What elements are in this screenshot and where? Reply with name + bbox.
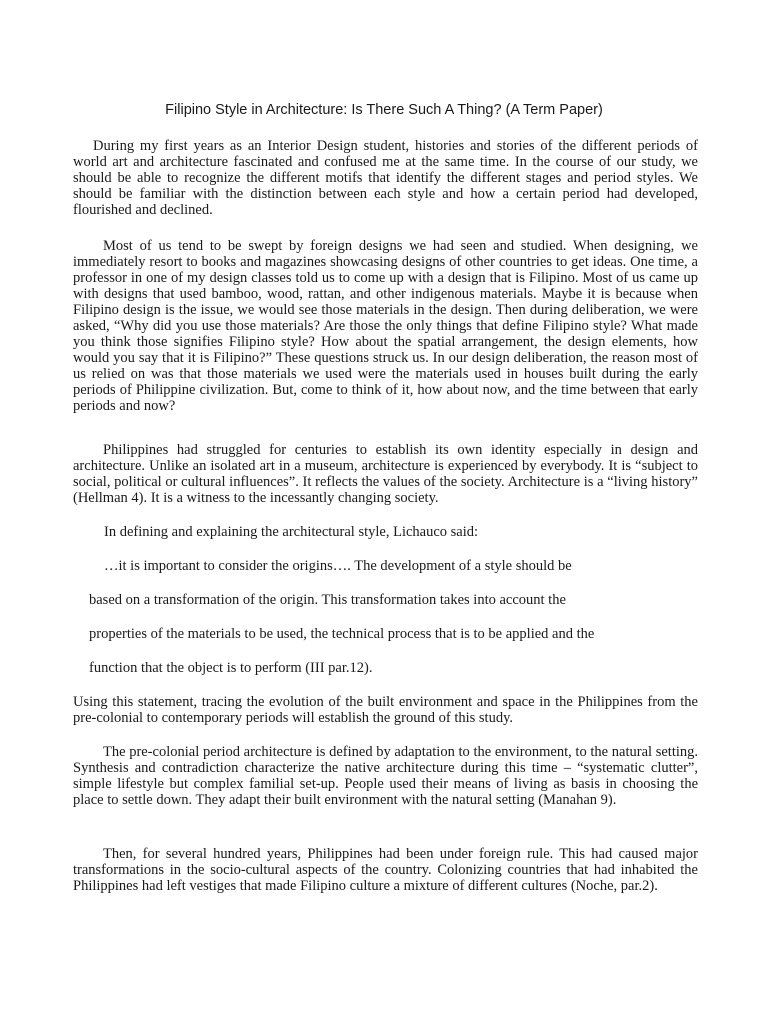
quote-line-1: …it is important to consider the origins…. The development of a style should be [104,558,572,574]
quote-intro: In defining and explaining the architectural style, Lichauco said: [104,524,479,540]
quote-line-4: function that the object is to perform (III par.12). [89,660,373,676]
paragraph-6: Then, for several hundred years, Philippines had been under foreign rule. This had caused major transformations in the socio-cultural aspects of the country. Colonizing countries that had inhabited the Philippines had left vestiges that made Filipino culture a mixture of different cultures (Noche, par.2). [73,846,698,894]
document-title: Filipino Style in Architecture: Is There Such A Thing? (A Term Paper) [165,102,603,118]
paragraph-3: Philippines had struggled for centuries to establish its own identity especially in design and architecture. Unlike an isolated art in a museum, architecture is experienced by everybody. It is “subject to social, political or cultural influences”. It reflects the values of the society. Architecture is a “living history” (Hellman 4). It is a witness to the incessantly changing society. [73,442,698,506]
paragraph-5: The pre-colonial period architecture is defined by adaptation to the environment, to the natural setting. Synthesis and contradiction characterize the native architecture during this time – “systematic clutter”, simple lifestyle but complex familial set-up. People used their means of living as basis in choosing the place to settle down. They adapt their built environment with the natural setting (Manahan 9). [73,744,698,808]
paragraph-1: During my first years as an Interior Design student, histories and stories of the different periods of world art and architecture fascinated and confused me at the same time. In the course of our study, we should be able to recognize the different motifs that identify the different stages and period styles. We should be familiar with the distinction between each style and how a certain period had developed, flourished and declined. [73,138,698,218]
paragraph-2: Most of us tend to be swept by foreign designs we had seen and studied. When designing, we immediately resort to books and magazines showcasing designs of other countries to get ideas. One time, a professor in one of my design classes told us to come up with a design that is Filipino. Most of us came up with designs that used bamboo, wood, rattan, and other indigenous materials. Maybe it is because when Filipino design is the issue, we would see those materials in the design. Then during deliberation, we were asked, “Why did you use those materials? Are those the only things that define Filipino style? What made you think those signifies Filipino style? How about the spatial arrangement, the design elements, how would you say that it is Filipino?” These questions struck us. In our design deliberation, the reason most of us relied on was that those materials we used were the materials used in houses built during the early periods of Philippine civilization. But, come to think of it, how about now, and the time between that early periods and now? [73,238,698,414]
quote-line-3: properties of the materials to be used, the technical process that is to be applied and the [89,626,595,642]
paragraph-4: Using this statement, tracing the evolution of the built environment and space in the Philippines from the pre-colonial to contemporary periods will establish the ground of this study. [73,694,698,726]
quote-line-2: based on a transformation of the origin. This transformation takes into account the [89,592,566,608]
